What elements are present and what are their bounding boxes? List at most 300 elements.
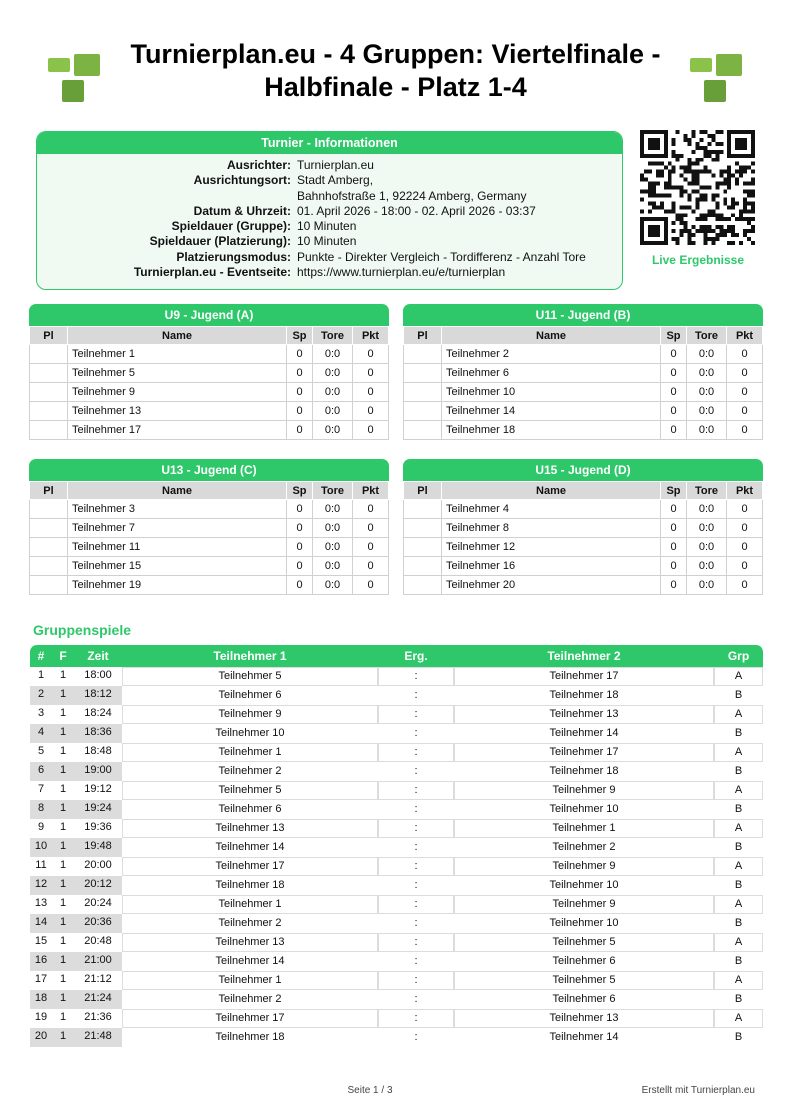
match-row (30, 762, 763, 781)
cell-team1: Teilnehmer 1 (122, 895, 378, 914)
cell-result: : (378, 1028, 454, 1047)
match-row (30, 667, 763, 686)
cell-team2: Teilnehmer 13 (454, 1009, 714, 1028)
col-header-time: Zeit (87, 649, 109, 663)
cell-result: : (378, 705, 454, 724)
cell-name: Teilnehmer 18 (442, 421, 661, 440)
cell-points: 0 (727, 538, 763, 557)
cell-name: Teilnehmer 20 (442, 576, 661, 595)
cell-team2: Teilnehmer 6 (454, 952, 714, 971)
cell-points: 0 (727, 364, 763, 383)
cell-match-num: 8 (37, 802, 45, 814)
match-row (30, 781, 763, 800)
cell-points: 0 (353, 576, 389, 595)
cell-match-num: 20 (34, 1030, 48, 1042)
cell-time: 19:24 (84, 802, 112, 814)
cell-points: 0 (353, 538, 389, 557)
cell-match-num: 16 (34, 954, 48, 966)
standings-row (404, 383, 763, 402)
cell-team1: Teilnehmer 2 (122, 990, 378, 1009)
cell-group: A (714, 781, 763, 800)
cell-place (30, 383, 68, 402)
cell-name: Teilnehmer 10 (442, 383, 661, 402)
cell-time: 19:48 (84, 840, 112, 852)
cell-name: Teilnehmer 8 (442, 519, 661, 538)
cell-match-num: 4 (37, 726, 45, 738)
cell-games: 0 (287, 383, 313, 402)
cell-points: 0 (727, 421, 763, 440)
standings-row (30, 383, 389, 402)
cell-group: A (714, 1009, 763, 1028)
standings-row (404, 538, 763, 557)
cell-team2: Teilnehmer 18 (454, 686, 714, 705)
cell-result: : (378, 1009, 454, 1028)
standings-row (30, 364, 389, 383)
standings-header-row (404, 327, 763, 345)
cell-group: B (714, 990, 763, 1009)
match-row (30, 800, 763, 819)
col-header-name: Name (68, 327, 287, 345)
cell-time: 21:00 (84, 954, 112, 966)
cell-name: Teilnehmer 5 (68, 364, 287, 383)
cell-points: 0 (727, 519, 763, 538)
col-header-team1: Teilnehmer 1 (213, 649, 287, 663)
cell-match-num: 14 (34, 916, 48, 928)
cell-team1: Teilnehmer 14 (122, 838, 378, 857)
cell-place (404, 500, 442, 519)
cell-team1: Teilnehmer 1 (122, 743, 378, 762)
cell-team2: Teilnehmer 9 (454, 895, 714, 914)
cell-time: 20:00 (84, 859, 112, 871)
cell-name: Teilnehmer 13 (68, 402, 287, 421)
cell-place (30, 576, 68, 595)
cell-team1: Teilnehmer 13 (122, 933, 378, 952)
cell-name: Teilnehmer 19 (68, 576, 287, 595)
cell-team2: Teilnehmer 10 (454, 800, 714, 819)
info-label: Platzierungsmodus: (176, 249, 291, 264)
cell-result: : (378, 819, 454, 838)
cell-goals: 0:0 (687, 345, 727, 364)
cell-match-num: 15 (34, 935, 48, 947)
col-header-sp: Sp (661, 327, 687, 345)
cell-team2: Teilnehmer 9 (454, 857, 714, 876)
col-header-pkt: Pkt (727, 482, 763, 500)
cell-field: 1 (59, 916, 67, 928)
cell-points: 0 (727, 383, 763, 402)
cell-team2: Teilnehmer 10 (454, 914, 714, 933)
tournament-info-heading: Turnier - Informationen (37, 132, 622, 154)
created-with: Erstellt mit Turnierplan.eu (641, 1085, 755, 1096)
cell-place (404, 345, 442, 364)
cell-team2: Teilnehmer 10 (454, 876, 714, 895)
cell-goals: 0:0 (687, 538, 727, 557)
cell-place (404, 557, 442, 576)
cell-match-num: 19 (34, 1011, 48, 1023)
cell-field: 1 (59, 897, 67, 909)
col-header-pl: Pl (404, 482, 442, 500)
col-header-pl: Pl (30, 327, 68, 345)
cell-field: 1 (59, 935, 67, 947)
cell-time: 18:36 (84, 726, 112, 738)
cell-team1: Teilnehmer 5 (122, 667, 378, 686)
cell-points: 0 (353, 519, 389, 538)
cell-time: 21:24 (84, 992, 112, 1004)
standings-row (404, 500, 763, 519)
cell-place (30, 500, 68, 519)
cell-games: 0 (287, 421, 313, 440)
cell-team1: Teilnehmer 17 (122, 857, 378, 876)
standings-row (30, 576, 389, 595)
cell-field: 1 (59, 878, 67, 890)
col-header-sp: Sp (661, 482, 687, 500)
cell-team1: Teilnehmer 2 (122, 914, 378, 933)
cell-goals: 0:0 (687, 557, 727, 576)
cell-team1: Teilnehmer 5 (122, 781, 378, 800)
cell-place (404, 538, 442, 557)
live-results-label[interactable]: Live Ergebnisse (651, 253, 745, 267)
col-header-num: # (37, 649, 45, 663)
cell-goals: 0:0 (687, 500, 727, 519)
group-matches-title: Gruppenspiele (33, 622, 132, 638)
cell-field: 1 (59, 840, 67, 852)
cell-goals: 0:0 (313, 421, 353, 440)
info-label: Ausrichtungsort: (193, 173, 291, 188)
col-header-pkt: Pkt (353, 327, 389, 345)
cell-field: 1 (59, 1011, 67, 1023)
col-header-tore: Tore (313, 327, 353, 345)
cell-goals: 0:0 (687, 421, 727, 440)
cell-team1: Teilnehmer 10 (122, 724, 378, 743)
match-row (30, 933, 763, 952)
standings-row (30, 421, 389, 440)
cell-match-num: 17 (34, 973, 48, 985)
cell-games: 0 (287, 402, 313, 421)
tournament-info-box (36, 131, 623, 290)
cell-points: 0 (727, 500, 763, 519)
cell-team2: Teilnehmer 9 (454, 781, 714, 800)
standings-row (404, 557, 763, 576)
col-header-group: Grp (727, 649, 750, 663)
cell-points: 0 (353, 557, 389, 576)
cell-field: 1 (59, 954, 67, 966)
standings-row (30, 500, 389, 519)
cell-name: Teilnehmer 3 (68, 500, 287, 519)
standings-row (404, 421, 763, 440)
cell-goals: 0:0 (313, 519, 353, 538)
cell-games: 0 (287, 519, 313, 538)
cell-goals: 0:0 (313, 538, 353, 557)
cell-result: : (378, 895, 454, 914)
standings-row (30, 402, 389, 421)
group-table-a (29, 304, 389, 440)
col-header-name: Name (68, 482, 287, 500)
cell-games: 0 (661, 576, 687, 595)
info-label: Spieldauer (Gruppe): (171, 219, 291, 234)
cell-result: : (378, 686, 454, 705)
cell-place (30, 421, 68, 440)
cell-games: 0 (287, 500, 313, 519)
group-table-d (403, 459, 763, 595)
match-row (30, 1028, 763, 1047)
cell-games: 0 (661, 402, 687, 421)
cell-name: Teilnehmer 15 (68, 557, 287, 576)
cell-field: 1 (59, 992, 67, 1004)
cell-result: : (378, 914, 454, 933)
cell-goals: 0:0 (687, 519, 727, 538)
cell-team1: Teilnehmer 2 (122, 762, 378, 781)
match-row (30, 819, 763, 838)
cell-games: 0 (287, 538, 313, 557)
cell-field: 1 (59, 821, 67, 833)
cell-games: 0 (661, 519, 687, 538)
info-value: Punkte - Direkter Vergleich - Tordifferenz - Anzahl Tore (297, 249, 586, 264)
cell-games: 0 (287, 576, 313, 595)
info-value: Stadt Amberg, (297, 173, 374, 188)
cell-time: 19:12 (84, 783, 112, 795)
cell-time: 21:48 (84, 1030, 112, 1042)
col-header-pkt: Pkt (353, 482, 389, 500)
cell-team2: Teilnehmer 17 (454, 667, 714, 686)
info-value: Turnierplan.eu (297, 158, 374, 172)
cell-team1: Teilnehmer 13 (122, 819, 378, 838)
cell-place (30, 538, 68, 557)
group-table-c (29, 459, 389, 595)
cell-result: : (378, 800, 454, 819)
cell-time: 20:48 (84, 935, 112, 947)
cell-goals: 0:0 (313, 576, 353, 595)
match-row (30, 743, 763, 762)
cell-games: 0 (287, 557, 313, 576)
col-header-pkt: Pkt (727, 327, 763, 345)
cell-name: Teilnehmer 12 (442, 538, 661, 557)
cell-group: B (714, 800, 763, 819)
standings-header-row (404, 482, 763, 500)
cell-result: : (378, 743, 454, 762)
standings-header-row (30, 327, 389, 345)
cell-name: Teilnehmer 16 (442, 557, 661, 576)
standings-row (404, 345, 763, 364)
cell-time: 18:24 (84, 707, 112, 719)
cell-group: A (714, 857, 763, 876)
col-header-tore: Tore (687, 482, 727, 500)
cell-time: 19:36 (84, 821, 112, 833)
standings-row (404, 364, 763, 383)
cell-match-num: 9 (37, 821, 45, 833)
cell-field: 1 (59, 973, 67, 985)
standings-row (404, 402, 763, 421)
cell-goals: 0:0 (313, 557, 353, 576)
info-label: Turnierplan.eu - Eventseite: (133, 265, 291, 280)
cell-team2: Teilnehmer 2 (454, 838, 714, 857)
cell-group: B (714, 1028, 763, 1047)
cell-group: A (714, 971, 763, 990)
cell-name: Teilnehmer 4 (442, 500, 661, 519)
cell-time: 18:00 (84, 669, 112, 681)
cell-match-num: 2 (37, 688, 45, 700)
cell-goals: 0:0 (313, 364, 353, 383)
group-title: U9 - Jugend (A) (29, 304, 389, 326)
cell-result: : (378, 838, 454, 857)
cell-goals: 0:0 (313, 383, 353, 402)
cell-goals: 0:0 (687, 576, 727, 595)
info-value: 01. April 2026 - 18:00 - 02. April 2026 - 03:37 (297, 203, 536, 218)
cell-field: 1 (59, 859, 67, 871)
match-row (30, 876, 763, 895)
cell-result: : (378, 667, 454, 686)
cell-place (30, 519, 68, 538)
cell-match-num: 1 (37, 669, 45, 681)
cell-group: B (714, 876, 763, 895)
cell-team1: Teilnehmer 1 (122, 971, 378, 990)
standings-table (403, 481, 763, 595)
cell-field: 1 (59, 783, 67, 795)
cell-place (404, 421, 442, 440)
group-table-b (403, 304, 763, 440)
cell-place (404, 383, 442, 402)
group-title: U11 - Jugend (B) (403, 304, 763, 326)
cell-match-num: 13 (34, 897, 48, 909)
cell-place (30, 557, 68, 576)
cell-match-num: 12 (34, 878, 48, 890)
tournament-info-grid (37, 154, 622, 280)
col-header-name: Name (442, 482, 661, 500)
col-header-name: Name (442, 327, 661, 345)
standings-row (30, 538, 389, 557)
match-row (30, 971, 763, 990)
cell-field: 1 (59, 764, 67, 776)
match-row (30, 705, 763, 724)
standings-row (30, 345, 389, 364)
cell-match-num: 6 (37, 764, 45, 776)
cell-field: 1 (59, 745, 67, 757)
col-header-pl: Pl (30, 482, 68, 500)
col-header-result: Erg. (404, 649, 428, 663)
standings-table (403, 326, 763, 440)
info-label (37, 189, 291, 204)
cell-games: 0 (661, 500, 687, 519)
col-header-pl: Pl (404, 327, 442, 345)
cell-team2: Teilnehmer 6 (454, 990, 714, 1009)
qr-code-icon[interactable] (640, 130, 755, 245)
cell-points: 0 (353, 500, 389, 519)
cell-points: 0 (353, 421, 389, 440)
standings-row (404, 576, 763, 595)
cell-field: 1 (59, 726, 67, 738)
group-title: U15 - Jugend (D) (403, 459, 763, 481)
cell-name: Teilnehmer 7 (68, 519, 287, 538)
info-label: Ausrichter: (226, 158, 291, 172)
cell-result: : (378, 762, 454, 781)
cell-field: 1 (59, 802, 67, 814)
standings-table (29, 481, 389, 595)
cell-team1: Teilnehmer 17 (122, 1009, 378, 1028)
cell-goals: 0:0 (687, 364, 727, 383)
cell-team2: Teilnehmer 14 (454, 1028, 714, 1047)
match-row (30, 1009, 763, 1028)
cell-match-num: 11 (35, 859, 47, 871)
cell-group: B (714, 914, 763, 933)
match-rows (30, 667, 763, 1047)
cell-team2: Teilnehmer 17 (454, 743, 714, 762)
cell-group: B (714, 762, 763, 781)
page-number: Seite 1 / 3 (347, 1085, 393, 1096)
cell-games: 0 (661, 364, 687, 383)
page-title-line-1: Turnierplan.eu - 4 Gruppen: Viertelfinale - (130, 39, 661, 69)
cell-points: 0 (353, 383, 389, 402)
page-title-line-2: Halbfinale - Platz 1-4 (264, 72, 527, 102)
cell-games: 0 (661, 538, 687, 557)
cell-team2: Teilnehmer 5 (454, 971, 714, 990)
cell-time: 20:36 (84, 916, 112, 928)
info-label: Datum & Uhrzeit: (193, 203, 291, 218)
cell-place (404, 402, 442, 421)
cell-result: : (378, 952, 454, 971)
cell-field: 1 (59, 707, 67, 719)
cell-name: Teilnehmer 14 (442, 402, 661, 421)
cell-field: 1 (59, 1030, 67, 1042)
cell-name: Teilnehmer 11 (68, 538, 287, 557)
cell-games: 0 (661, 421, 687, 440)
cell-result: : (378, 971, 454, 990)
cell-team2: Teilnehmer 1 (454, 819, 714, 838)
cell-name: Teilnehmer 1 (68, 345, 287, 364)
cell-time: 19:00 (84, 764, 112, 776)
cell-match-num: 7 (37, 783, 45, 795)
match-row (30, 838, 763, 857)
standings-row (30, 557, 389, 576)
cell-group: A (714, 819, 763, 838)
cell-time: 21:36 (84, 1011, 112, 1023)
cell-time: 20:12 (84, 878, 112, 890)
cell-match-num: 5 (37, 745, 45, 757)
col-header-tore: Tore (313, 482, 353, 500)
col-header-team2: Teilnehmer 2 (547, 649, 621, 663)
cell-group: B (714, 838, 763, 857)
cell-points: 0 (353, 402, 389, 421)
cell-name: Teilnehmer 2 (442, 345, 661, 364)
cell-group: A (714, 895, 763, 914)
cell-group: B (714, 686, 763, 705)
cell-team2: Teilnehmer 5 (454, 933, 714, 952)
col-header-tore: Tore (687, 327, 727, 345)
info-value: Bahnhofstraße 1, 92224 Amberg, Germany (297, 188, 527, 203)
cell-goals: 0:0 (687, 383, 727, 402)
cell-team2: Teilnehmer 13 (454, 705, 714, 724)
cell-field: 1 (59, 688, 67, 700)
cell-points: 0 (353, 364, 389, 383)
cell-name: Teilnehmer 9 (68, 383, 287, 402)
col-header-sp: Sp (287, 327, 313, 345)
event-page-link[interactable]: https://www.turnierplan.eu/e/turnierplan (297, 265, 506, 280)
standings-header-row (30, 482, 389, 500)
match-row (30, 952, 763, 971)
standings-row (30, 519, 389, 538)
standings-table (29, 326, 389, 440)
cell-games: 0 (287, 364, 313, 383)
group-title: U13 - Jugend (C) (29, 459, 389, 481)
cell-points: 0 (727, 345, 763, 364)
cell-goals: 0:0 (313, 402, 353, 421)
cell-result: : (378, 933, 454, 952)
cell-games: 0 (661, 383, 687, 402)
info-value: 10 Minuten (297, 219, 357, 234)
cell-points: 0 (727, 557, 763, 576)
match-row (30, 686, 763, 705)
cell-goals: 0:0 (687, 402, 727, 421)
cell-goals: 0:0 (313, 345, 353, 364)
standings-row (404, 519, 763, 538)
cell-result: : (378, 724, 454, 743)
